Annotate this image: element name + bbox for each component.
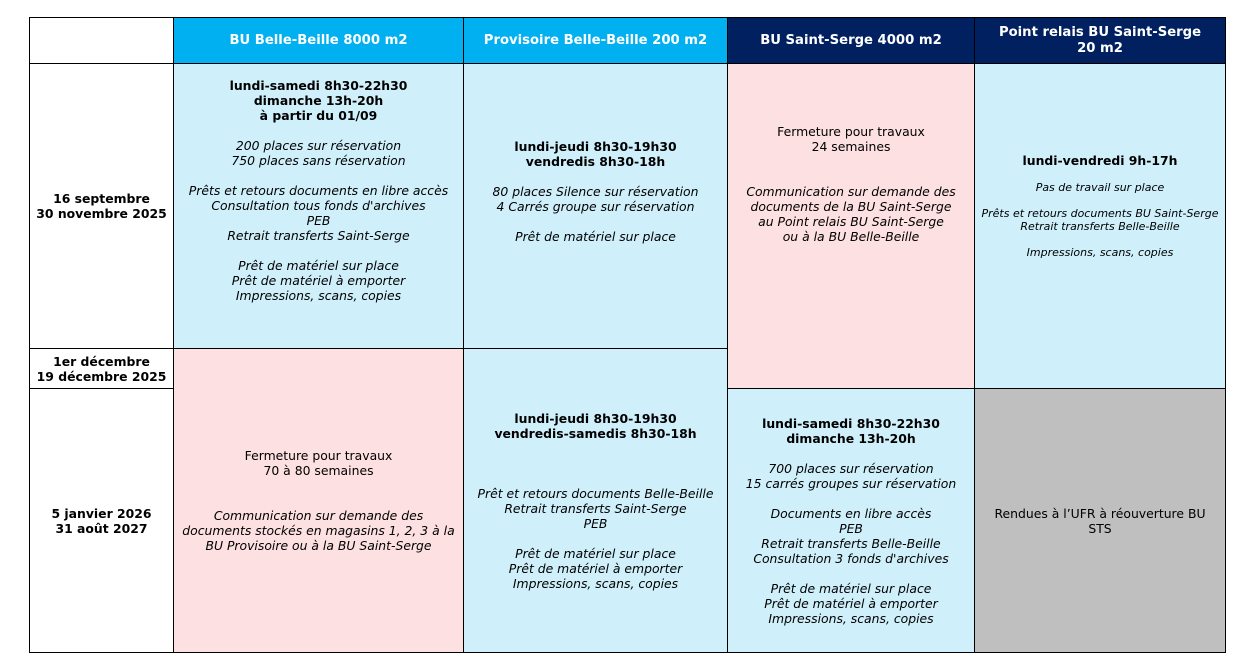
materiel-item: Prêt de matériel sur place bbox=[770, 580, 932, 596]
period-end: 30 novembre 2025 bbox=[36, 206, 167, 221]
service-item: PEB bbox=[583, 515, 608, 531]
period-end: 31 août 2027 bbox=[55, 520, 148, 536]
period-start: 16 septembre bbox=[53, 191, 150, 206]
service-item: Retrait transferts Belle-Beille bbox=[1020, 220, 1180, 233]
closure-notice: Fermeture pour travaux bbox=[777, 124, 925, 139]
communication-info: ou à la BU Belle-Beille bbox=[782, 229, 920, 244]
service-item: Consultation tous fonds d'archives bbox=[211, 198, 426, 213]
ss-works-cell bbox=[727, 63, 975, 389]
period-cell-3 bbox=[29, 388, 174, 653]
closure-notice: Fermeture pour travaux bbox=[244, 448, 393, 463]
header-bu-saint-serge bbox=[727, 17, 975, 64]
places-info: 200 places sur réservation bbox=[235, 138, 402, 153]
header-label: Provisoire Belle-Beille 200 m2 bbox=[483, 32, 708, 48]
closure-duration: 70 à 80 semaines bbox=[263, 463, 374, 478]
service-item: Prêts et retours documents BU Saint-Serge bbox=[981, 207, 1219, 220]
header-label: BU Belle-Beille 8000 m2 bbox=[229, 32, 408, 48]
places-info: 80 places Silence sur réservation bbox=[492, 183, 699, 199]
materiel-item: Prêt de matériel sur place bbox=[515, 545, 676, 561]
period-cell-2 bbox=[29, 348, 174, 389]
header-label: BU Saint-Serge 4000 m2 bbox=[760, 32, 942, 48]
communication-info: Communication sur demande des bbox=[213, 508, 424, 523]
places-info: 4 Carrés groupe sur réservation bbox=[496, 198, 695, 214]
relais-2026-cell bbox=[974, 388, 1226, 653]
relais-return-text: STS bbox=[1088, 520, 1112, 536]
communication-info: BU Provisoire ou à la BU Saint-Serge bbox=[205, 538, 432, 553]
period-start: 1er décembre bbox=[53, 353, 150, 369]
opening-hours: à partir du 01/09 bbox=[259, 108, 378, 123]
service-item: Retrait transferts Saint-Serge bbox=[227, 228, 410, 243]
header-label: 20 m2 bbox=[1077, 40, 1123, 56]
corner-cell bbox=[29, 17, 174, 64]
prov-fall-cell bbox=[463, 63, 728, 349]
materiel-item: Impressions, scans, copies bbox=[512, 575, 679, 591]
header-label: Point relais BU Saint-Serge bbox=[998, 24, 1202, 40]
bb-works-cell bbox=[173, 348, 464, 653]
opening-hours: dimanche 13h-20h bbox=[253, 93, 384, 108]
service-item: PEB bbox=[839, 520, 863, 536]
communication-info: documents de la BU Saint-Serge bbox=[750, 199, 952, 214]
communication-info: au Point relais BU Saint-Serge bbox=[758, 214, 944, 229]
opening-hours: lundi-samedi 8h30-22h30 bbox=[762, 415, 940, 431]
communication-info: Communication sur demande des bbox=[746, 184, 956, 199]
relais-return-text: Rendues à l’UFR à réouverture BU bbox=[994, 505, 1206, 521]
period-cell-1 bbox=[29, 63, 174, 349]
materiel-item: Impressions, scans, copies bbox=[768, 610, 934, 626]
header-bu-belle-beille bbox=[173, 17, 464, 64]
service-item: Prêt et retours documents Belle-Beille bbox=[477, 485, 714, 501]
materiel-item: Prêt de matériel sur place bbox=[238, 258, 399, 273]
relais-fall-cell bbox=[974, 63, 1226, 389]
materiel-item: Prêt de matériel sur place bbox=[515, 228, 676, 244]
materiel-item: Prêt de matériel à emporter bbox=[508, 560, 683, 576]
bb-fall-cell bbox=[173, 63, 464, 349]
opening-hours: lundi-jeudi 8h30-19h30 bbox=[514, 410, 677, 426]
service-item: Prêts et retours documents en libre accès bbox=[188, 183, 449, 198]
materiel-item: Prêt de matériel à emporter bbox=[231, 273, 406, 288]
service-item: Consultation 3 fonds d'archives bbox=[753, 550, 949, 566]
ss-2026-cell bbox=[727, 388, 975, 653]
opening-hours: vendredis-samedis 8h30-18h bbox=[494, 425, 697, 441]
service-item: Documents en libre accès bbox=[770, 505, 932, 521]
places-info: 700 places sur réservation bbox=[768, 460, 934, 476]
places-info: 750 places sans réservation bbox=[231, 153, 406, 168]
materiel-item: Prêt de matériel à emporter bbox=[764, 595, 938, 611]
opening-hours: lundi-vendredi 9h-17h bbox=[1022, 153, 1178, 168]
service-item: Retrait transferts Saint-Serge bbox=[504, 500, 687, 516]
places-info: 15 carrés groupes sur réservation bbox=[745, 475, 957, 491]
materiel-item: Impressions, scans, copies bbox=[235, 288, 402, 303]
closure-duration: 24 semaines bbox=[811, 139, 891, 154]
header-provisoire-belle-beille bbox=[463, 17, 728, 64]
service-item: PEB bbox=[306, 213, 331, 228]
header-point-relais bbox=[974, 17, 1226, 64]
opening-hours: dimanche 13h-20h bbox=[786, 430, 916, 446]
relais-note: Pas de travail sur place bbox=[1035, 181, 1165, 194]
service-item: Retrait transferts Belle-Beille bbox=[761, 535, 941, 551]
opening-hours: lundi-samedi 8h30-22h30 bbox=[229, 78, 408, 93]
opening-hours: vendredis 8h30-18h bbox=[525, 153, 666, 169]
communication-info: documents stockés en magasins 1, 2, 3 à la bbox=[182, 523, 455, 538]
prov-2026-cell bbox=[463, 348, 728, 653]
materiel-item: Impressions, scans, copies bbox=[1026, 246, 1174, 259]
opening-hours: lundi-jeudi 8h30-19h30 bbox=[514, 138, 677, 154]
period-start: 5 janvier 2026 bbox=[51, 505, 152, 521]
period-end: 19 décembre 2025 bbox=[36, 368, 167, 384]
